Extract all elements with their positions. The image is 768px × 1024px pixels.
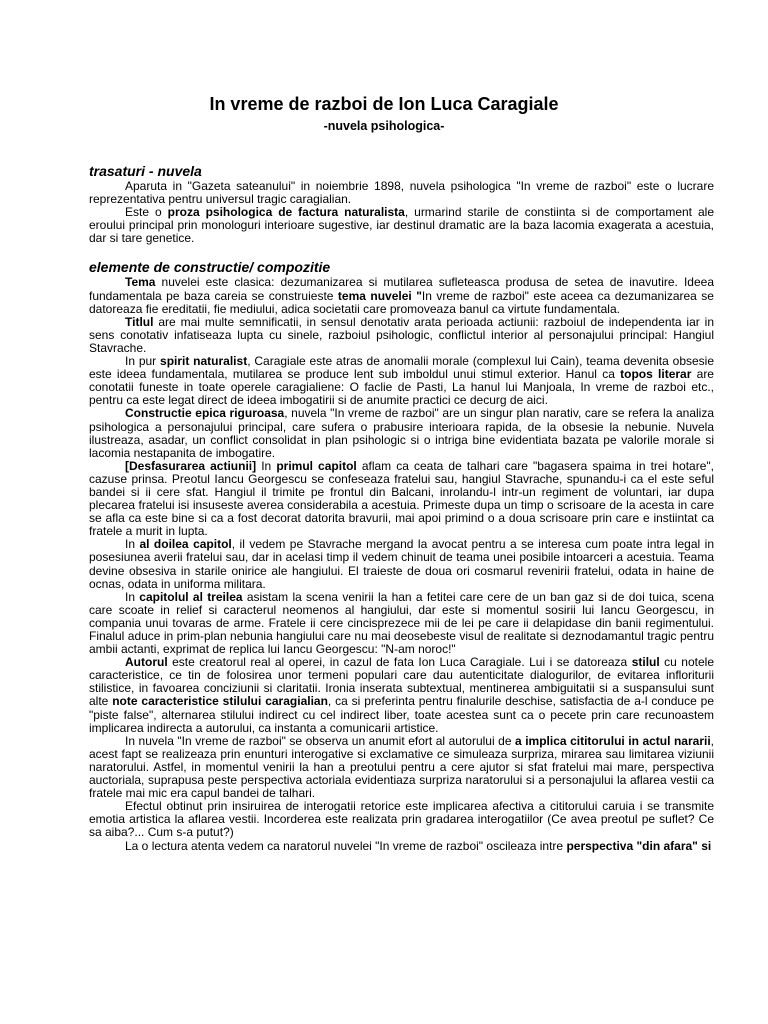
text-run: asistam la scena venirii la han a fetitei care cere de un ban gaz si de doi tuica, scena care scoate in relief si caracterul neomenos al hangiului, dar este si momentul sosirii lui Iancu Georgescu, in compania unui tovaras de arme. Fratele ii cere cincisprezece mii de lei pe care ii delapidase din banii regimentului. Finalul aduce in prim-plan nebunia hangiului care nu mai deosebeste visul de realitate si deznodamantul tragic pentru ambii actanti, exprimat de replica lui Iancu Georgescu: "N-am noroc!" [89,589,715,657]
bold-text: al doilea capitol [139,537,232,552]
paragraph [89,355,714,407]
text-run: , acest fapt se realizeaza prin enunturi interogative si exclamative ce simuleaza surpriza, mirarea sau limitarea viziunii naratorului. Astfel, in momentul venirii la han a preotului pentru a cere ajutor si sfat fratelui mai mare, perspectiva auctoriala, suprapusa peste perspectiva actoriala evidentiaza surpriza naratorului si a personajului la aflarea vestii ca fratele mai mic era capul bandei de talhari. [89,733,715,801]
text-run: In [125,537,140,552]
text-run: In [256,458,277,473]
bold-text: primul capitol [276,458,357,473]
paragraph [89,276,714,315]
text-run: , nuvela "In vreme de razboi" are un singur plan narativ, care se refera la analiza psihologica a personajului principal, care sufera o prabusire interioara rapida, de la obsesie la nebunie. Nuvela ilustreaza, asadar, un conflict consolidat in plan psihologic si o intriga bine evidentiata bazata pe valorile morale si lacomia nestapanita de imbogatire. [89,406,714,460]
text-run: aflam ca ceata de talhari care "bagasera spaima in trei hotare", cazuse prinsa. Preotul Iancu Georgescu se confeseaza fratelui sau, hangiul Stavrache, spunandu-i ca el este seful bandei si ii cere sfat. Hangiul il trimite pe frontul din Balcani, inrolandu-l intr-un regiment de voluntari, iar dupa plecarea fratelui isi insuseste averea considerabila a acestuia. Primeste dupa un timp o scrisoare de la acesta in care se afla ca este bine si ca a fost decorat datorita bravurii, mai apoi primind o a doua scrisoare prin care e instiintat ca fratele a murit in lupta. [89,458,714,539]
paragraph [89,735,714,800]
paragraph [89,800,714,839]
paragraph [89,591,714,656]
text-run: In pur [125,354,161,369]
bold-text: tema nuvelei " [337,288,422,303]
text-run: , il vedem pe Stavrache mergand la avocat pentru a se interesa cum poate intra legal in posesiunea averii fratelui sau, dar in acelasi timp il vedem chinuit de teama unei posibile intoarceri a acestuia. Teama devine obsesiva in starile onirice ale hangiului. El traieste de doua ori cosmarul revenirii fratelui, odata in haine de ocnas, odata in uniforma militara. [89,537,714,591]
section-gap [89,245,714,259]
text-run: cu notele caracteristice, ce tin de folosirea unor termeni populari care dau autenticitate dialogurilor, de evitarea infloriturii stilistice, in favoarea conciziunii si claritatii. Ironia inserata subtextual, mentinerea ambiguitatii si a suspansului sunt alte [89,655,714,709]
document-body [89,163,714,853]
bold-text: perspectiva "din afara" si [566,838,712,853]
text-run: nuvelei este clasica: dezumanizarea si mutilarea sufleteasca produsa de setea de inavutire. Ideea fundamentala pe baza careia se construieste [89,275,714,303]
text-run: La o lectura atenta vedem ca naratorul nuvelei "In vreme de razboi" oscileaza intre [125,838,567,853]
text-run: Este o [125,205,168,220]
document-subtitle: -nuvela psihologica- [323,119,445,133]
paragraph [89,656,714,735]
bold-text: spirit naturalist [160,354,248,369]
text-run: are mai multe semnificatii, in sensul denotativ arata perioada actiunii: razboiul de independenta iar in sens conotativ infatiseaza lupta cu sinele, razboiul psihologic, conflictul interior al personajului principal: Hangiul Stavrache. [89,314,714,355]
text-run: este creatorul real al operei, in cazul de fata Ion Luca Caragiale. Lui i se datoreaza [167,655,632,670]
bold-text: [Desfasurarea actiunii] [125,458,257,473]
text-run: are conotatii funeste in toate operele caragialiene: O faclie de Pasti, La hanul lui Manjoala, In vreme de razboi etc., pentru ca este legat direct de ideea imbogatirii si de anumite practici ce decurg de aici. [89,367,714,408]
document-title: In vreme de razboi de Ion Luca Caragiale [209,94,559,114]
text-run: , urmarind starile de constiinta si de comportament ale eroului principal prin monologuri interioare sugestive, iar destinul dramatic are la baza lacomia exagerata a acestuia, dar si tare genetice. [89,205,714,246]
paragraph [89,180,714,206]
paragraph [89,407,714,459]
paragraph [89,538,714,590]
bold-text: Autorul [125,655,168,670]
section-heading: elemente de constructie/ compozitie [89,259,331,276]
paragraph [89,460,714,539]
paragraph [89,316,714,355]
text-run: In [125,589,140,604]
bold-text: topos literar [620,367,692,382]
bold-text: note caracteristice stilului caragialian [112,694,328,709]
section-heading: trasaturi - nuvela [89,163,202,179]
text-run: Aparuta in "Gazeta sateanului" in noiembrie 1898, nuvela psihologica "In vreme de razboi" este o lucrare reprezentativa pentru universul tragic caragialian. [89,179,714,207]
bold-text: proza psihologica de factura naturalista [167,205,405,220]
paragraph [89,206,714,245]
paragraph [89,840,714,853]
bold-text: a implica cititorului in actul nararii [515,733,711,748]
bold-text: stilul [631,655,660,670]
bold-text: Tema [125,275,156,290]
text-run: , Caragiale este atras de anomalii morale (complexul lui Cain), teama devenita obsesie este ideea fundamentala, mutilarea se produce lent sub imboldul unui stimul exterior. Hanul ca [89,354,715,382]
text-run: In nuvela "In vreme de razboi" se observa un anumit efort al autorului de [125,733,516,748]
text-run: In vreme de razboi" este aceea ca dezumanizarea se datoreaza fie ereditatii, fie mediului, adica societatii care promoveaza banul ca virtute fundamentala. [89,288,714,316]
bold-text: capitolul al treilea [139,589,243,604]
text-run: , ca si preferinta pentru finalurile deschise, satisfactia de a-l conduce pe "piste false", alternarea stilului indirect cu cel indirect liber, toate acestea sunt ca o pecete prin care recunoastem implicarea indirecta a autorului, ca instanta a comunicarii artistice. [89,694,714,735]
text-run: Efectul obtinut prin insiruirea de interogatii retorice este implicarea afectiva a cititorului caruia i se transmite emotia artistica la aflarea vestii. Incorderea este realizata prin gradarea interogatiilor (Ce avea preotul pe suflet? Ce sa aiba?... Cum s-a putut?) [89,799,714,840]
bold-text: Constructie epica riguroasa [125,406,285,421]
bold-text: Titlul [125,314,154,329]
